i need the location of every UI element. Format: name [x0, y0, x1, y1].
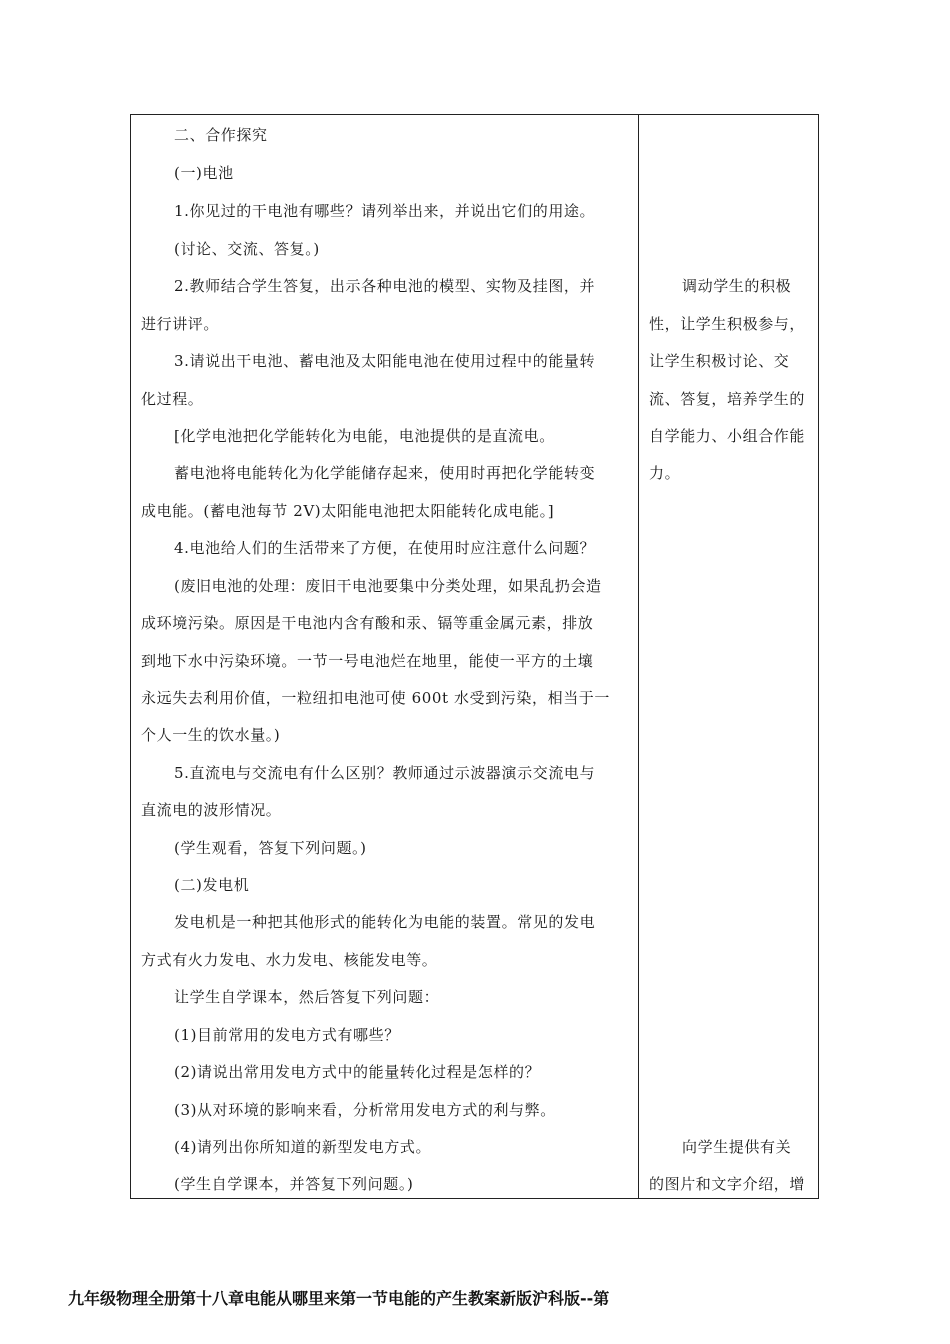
intent-line: 自学能力、小组合作能 [649, 427, 806, 445]
content-line: 直流电的波形情况。 [141, 801, 282, 819]
intent-line: 让学生积极讨论、交 [649, 352, 790, 370]
content-line: 到地下水中污染环境。一节一号电池烂在地里，能使一平方的土壤 [141, 652, 594, 670]
content-line: [化学电池把化学能转化为电能，电池提供的是直流电。 [174, 427, 555, 445]
intent-line: 力。 [649, 464, 681, 482]
intent-line: 向学生提供有关 [682, 1138, 792, 1156]
content-line: (3)从对环境的影响来看，分析常用发电方式的利与弊。 [174, 1101, 556, 1119]
content-line: 蓄电池将电能转化为化学能储存起来，使用时再把化学能转变 [174, 464, 596, 482]
content-line: (学生自学课本，并答复下列问题。) [174, 1175, 414, 1193]
content-line: (讨论、交流、答复。) [174, 240, 320, 258]
subsection-heading: (一)电池 [174, 164, 234, 182]
content-line: 4.电池给人们的生活带来了方便，在使用时应注意什么问题？ [174, 539, 596, 557]
content-line: (2)请说出常用发电方式中的能量转化过程是怎样的？ [174, 1063, 541, 1081]
content-line: 5.直流电与交流电有什么区别？教师通过示波器演示交流电与 [174, 764, 596, 782]
content-line: 发电机是一种把其他形式的能转化为电能的装置。常见的发电 [174, 913, 596, 931]
content-line: 1.你见过的干电池有哪些？请列举出来，并说出它们的用途。 [174, 202, 596, 220]
intent-line: 的图片和文字介绍，增 [649, 1175, 806, 1193]
content-line: 方式有火力发电、水力发电、核能发电等。 [141, 951, 438, 969]
content-line: 让学生自学课本，然后答复下列问题： [174, 988, 440, 1006]
content-line: 化过程。 [141, 390, 204, 408]
content-line: 2.教师结合学生答复，出示各种电池的模型、实物及挂图，并 [174, 277, 596, 295]
content-line: 个人一生的饮水量。) [141, 726, 281, 744]
intent-line: 流、答复，培养学生的 [649, 390, 806, 408]
content-line: (废旧电池的处理：废旧干电池要集中分类处理，如果乱扔会造 [174, 577, 602, 595]
column-divider [638, 115, 639, 1198]
content-line: 进行讲评。 [141, 315, 220, 333]
content-line: 永远失去利用价值，一粒纽扣电池可使 600t 水受到污染，相当于一 [141, 689, 610, 707]
content-line: 成环境污染。原因是干电池内含有酸和汞、镉等重金属元素，排放 [141, 614, 594, 632]
content-line: (学生观看，答复下列问题。) [174, 839, 367, 857]
content-line: 成电能。(蓄电池每节 2V)太阳能电池把太阳能转化成电能。] [141, 502, 555, 520]
document-footer-title: 九年级物理全册第十八章电能从哪里来第一节电能的产生教案新版沪科版--第 [68, 1289, 610, 1308]
content-line: (1)目前常用的发电方式有哪些？ [174, 1026, 400, 1044]
intent-line: 性，让学生积极参与， [649, 315, 806, 333]
intent-line: 调动学生的积极 [682, 277, 792, 295]
lesson-table [130, 114, 819, 1199]
subsection-heading: (二)发电机 [174, 876, 250, 894]
section-heading: 二、合作探究 [174, 126, 268, 144]
content-line: (4)请列出你所知道的新型发电方式。 [174, 1138, 432, 1156]
content-line: 3.请说出干电池、蓄电池及太阳能电池在使用过程中的能量转 [174, 352, 596, 370]
